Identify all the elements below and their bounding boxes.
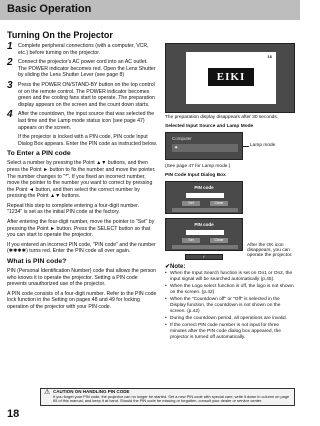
clear-button[interactable]: Clear xyxy=(210,238,228,243)
preparation-screen xyxy=(186,52,276,104)
step-4 xyxy=(7,111,157,131)
set-button[interactable]: Set xyxy=(182,201,200,206)
right-column xyxy=(165,43,295,342)
caution-text: If you forget your PIN code, the projector can no longer be started. Set a new PIN code with special care, write it down in column on page 65 of this manual, and keep it at hand. Should the PIN code be missing or forgotten, consult your dealer or service center. xyxy=(53,393,290,404)
clear-button[interactable]: Clear xyxy=(210,201,228,206)
enter-pin-p1: Select a number by pressing the Point ▲▼ buttons, and then press the Point ► button to fix the number and move the pointer. The number changes to "*". If you fixed an incorrect number, move the pointer to the number you want to correct by pressing the Point ◄ button, and then select the correct number by pressing the Point ▲▼ buttons. xyxy=(7,160,156,200)
ok-icon: ✓ xyxy=(185,254,223,260)
what-is-pin-p1: PIN (Personal Identification Number) code that allows the person who knows it to operate the projector. Setting a PIN code prevents unauthorized use of the projector. xyxy=(7,268,157,288)
logo-text: EIKI xyxy=(216,71,246,83)
step-text: Connect the projector's AC power cord into an AC outlet. The POWER indicator becomes red. Open the Lens Shutter by sliding the Lens Shutter Lever (see page 8) xyxy=(18,59,156,79)
enter-pin-heading: To Enter a PIN code xyxy=(7,150,71,158)
lamp-mode-icon: ✦ xyxy=(174,145,179,151)
prep-caption: The preparation display disappears after 30 seconds. xyxy=(165,115,279,120)
caution-box xyxy=(40,388,295,406)
ok-callout: After the OK icon disappears, you can operate the projector. xyxy=(247,243,293,259)
pin-dialog-figure xyxy=(165,181,295,261)
note-item: • When the Logo select function is off, the logo is not shown on the screen. (p.42) xyxy=(165,284,295,296)
status-bar xyxy=(172,144,238,152)
eiki-logo xyxy=(208,68,254,86)
note-item: • If the correct PIN code number is not input for three minutes after the PIN code dialog box appeared, the projector is turned off automatically. xyxy=(165,323,295,341)
input-source-figure xyxy=(165,132,295,162)
set-button[interactable]: Set xyxy=(182,238,200,243)
lamp-callout: Lamp mode xyxy=(250,143,276,148)
pin-intro: If the projector is locked with a PIN code, PIN code Input Dialog Box appears. Enter the PIN code as instructed below. xyxy=(18,134,157,147)
pin-dialog-title: PIN Code Input Dialog Box xyxy=(165,173,226,178)
pin-dialog-2 xyxy=(165,218,243,251)
preparation-display xyxy=(165,43,295,113)
pin-dialog-1 xyxy=(165,181,243,214)
page-number: 18 xyxy=(7,408,20,420)
step-number: 4 xyxy=(7,109,13,121)
enter-pin-p4: After entering the four-digit number, move the pointer to "Set" by pressing the Point ► button. Press the SELECT button so that you can start to operate the projector. xyxy=(7,219,155,239)
countdown-number: 16 xyxy=(267,54,272,59)
left-column xyxy=(7,43,157,314)
lamp-caption: (See page 47 for Lamp mode.) xyxy=(165,164,231,169)
step-1 xyxy=(7,43,157,56)
callout-line xyxy=(243,146,249,147)
header-bar xyxy=(0,0,300,20)
note-item: • During the countdown period, all operations are invalid. xyxy=(165,316,295,322)
step-number: 1 xyxy=(7,41,13,52)
caution-title: CAUTION ON HANDLING PIN CODE xyxy=(53,389,130,394)
enter-pin-p5: If you entered an incorrect PIN code, "PIN code" and the number (✱✱✱✱) turns red. Enter the PIN code all over again. xyxy=(7,241,156,255)
note-title: ✔Note: xyxy=(165,264,186,270)
step-text: Complete peripheral connections (with a computer, VCR, etc.) before turning on the projector. xyxy=(18,43,149,56)
pin-dialog-label: PIN code xyxy=(194,185,214,190)
header-title: Basic Operation xyxy=(7,3,92,15)
key-guide xyxy=(172,245,238,249)
step-3 xyxy=(7,79,157,108)
input-source-display xyxy=(165,132,243,160)
selected-source-title: Selected Input Source and Lamp Mode xyxy=(165,124,254,129)
what-is-pin-heading: What is PIN code? xyxy=(7,258,67,266)
note-item: • When the Input Search function is set on On1 or On2, the input signal will be searched automatically (p.45). xyxy=(165,271,295,283)
pin-input[interactable] xyxy=(186,230,224,235)
step-number: 3 xyxy=(7,79,13,91)
enter-pin-p2: Repeat this step to complete entering a four-digit number. xyxy=(7,202,140,209)
step-number: 2 xyxy=(7,57,13,69)
step-text: Press the POWER ON/STAND-BY button on the top control or on the remote control. The POWER indicator becomes green and the cooling fans start to operate. The preparation display appears on the screen and the count down starts. xyxy=(18,81,155,108)
warning-icon: ⚠ xyxy=(44,389,51,396)
section-title: Turning On the Projector xyxy=(7,30,113,40)
input-source-label: Computer xyxy=(172,136,192,141)
step-2 xyxy=(7,59,157,79)
pin-input[interactable] xyxy=(186,193,224,198)
key-guide xyxy=(172,208,238,212)
step-text: After the countdown, the input source that was selected the last time and the Lamp mode status icon (see page 47) appears on the screen. xyxy=(18,111,155,131)
enter-pin-p3: "1234" is set as the initial PIN code at the factory. xyxy=(7,209,120,216)
what-is-pin-p2: A PIN code consists of a four-digit number. Refer to the PIN code lock function in the Setting on pages 48 and 49 for locking operation of the projector with your PIN code. xyxy=(7,290,157,310)
pin-dialog-label: PIN code xyxy=(194,222,214,227)
note-item: • When the "Countdown off" or "Off" is selected in the Display function, the countdown is not shown on the screen. (p.42) xyxy=(165,297,295,315)
